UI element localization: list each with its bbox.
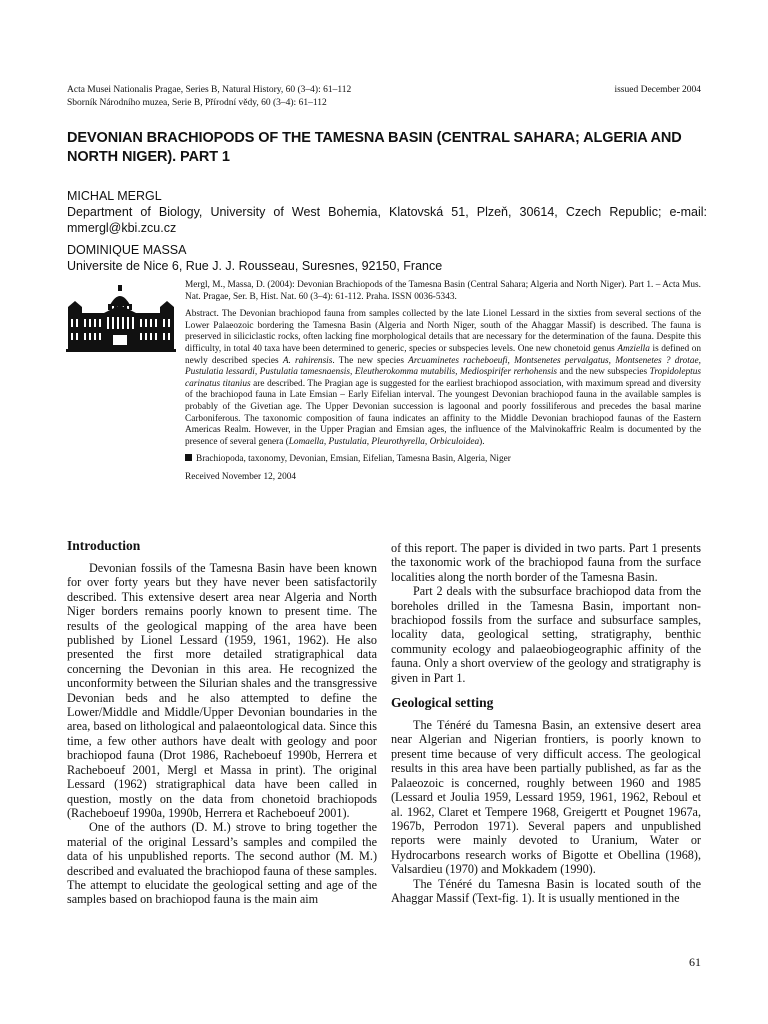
keyword-bullet-icon	[185, 454, 192, 461]
abstract-text: are described. The Pragian age is suggested for the earliest brachiopod association, with maximum spread and diversity of the brachiopod fauna in Late Emsian – Early Eifelian interval. The youngest Devonian brachiopod fauna in the available samples is probably of the Givetian age. The Upper Devonian succession is lagoonal and poorly fossiliferous and precedes the basal marine Carboniferous. The taxonomic composition of fauna indicates an affinity to the Middle Devonian brachiopod faunas of the Eastern Americas Realm. However, in the Upper Pragian and Emsian ages, the influence of the Malvinokaffric Realm is documented by the presence of several genera (	[185, 378, 701, 447]
paragraph: of this report. The paper is divided in two parts. Part 1 presents the taxonomic work of the brachiopod fauna from the surface localities along the north border of the Tamesna Basin.	[391, 541, 701, 584]
received-date: Received November 12, 2004	[185, 471, 297, 482]
abstract-species-list: Arcuaminetes racheboeufi, Montsenetes pervalgatus, Montsenetes ? drotae, Pustulatia lessardi, Pustulatia tamesnaensis, Eleutherokomma mutabilis, Mediospirifer rerhohensis	[185, 355, 701, 378]
left-column	[67, 538, 377, 907]
right-column	[391, 541, 701, 905]
paragraph: The Ténéré du Tamesna Basin, an extensive desert area near Algerian and Nigerian frontiers, is poorly known to present time because of very difficult access. The geological results in this area have been partially published, as far as the Palaeozoic is concerned, roughly between 1960 and 1985 (Lessard et Joulia 1959, Lessard 1959, 1961, 1962, Reboul et al. 1962, Claret et Tempere 1968, Greigertt et Pougnet 1967a, 1967b, Perrodon 1971). Several papers and unpublished reports were mainly devoted to Uranium, Water or Hydrocarbons research works of Bigotte et Obellina (1968), Valsardieu (1970) and Mokkadem (1990).	[391, 718, 701, 877]
author-name: MICHAL MERGL	[67, 189, 162, 203]
paragraph: Devonian fossils of the Tamesna Basin have been known for over forty years but they have never been satisfactorily described. This extensive desert area near Algeria and North Niger borders remains poorly known to present time. The results of the geological mapping of the area have been published by Lionel Lessard (1959, 1961, 1962). He also presented the first more detailed stratigraphical data concerning the Devonian in this area. He recognized the unconformity between the Silurian shales and the transgressive Devonian beds and he also attempted to define the Lower/Middle and Middle/Upper Devonian boundaries in the area, based on lithological and palaeontological data. Since this time, a few other authors have dealt with geology and poor brachiopod fauna (Drot 1986, Racheboeuf 1990b, Herrera et Racheboeuf 2001, Mergl et Massa in print). The original Lessard (1962) stratigraphical data have been called in question, mostly on the data from chonetoid brachiopods (Racheboeuf 1990a, 1990b, Herrera et Racheboeuf 2001).	[67, 561, 377, 820]
abstract-text: is defined on newly described species	[185, 343, 701, 366]
paragraph: The Ténéré du Tamesna Basin is located south of the Ahaggar Massif (Text-fig. 1). It is usually mentioned in the	[391, 876, 701, 905]
abstract-subspecies: Tropidoleptus carinatus titanius	[185, 367, 701, 389]
journal-line-1: Acta Musei Nationalis Pragae, Series B, Natural History, 60 (3–4): 61–112	[67, 85, 352, 95]
citation: Mergl, M., Massa, D. (2004): Devonian Brachiopods of the Tamesna Basin (Central Sahara; Algeria and North Niger). Part 1. – Acta Mus. Nat. Pragae, Ser. B, Hist. Nat. 60 (3–4): 61-112. Praha. ISSN 0036-5343.	[185, 280, 701, 302]
paragraph: One of the authors (D. M.) strove to bring together the material of the original Lessard’s samples and compiled the data of his unpublished reports. The second author (M. M.) described and evaluated the brachiopod fauna of these samples. The attempt to elucidate the geological setting and age of the samples based on brachiopod fauna is the main aim	[67, 820, 377, 907]
abstract-species: A. rahirensis	[282, 355, 333, 366]
keywords-text: Brachiopoda, taxonomy, Devonian, Emsian, Eifelian, Tamesna Basin, Algeria, Niger	[196, 454, 511, 465]
abstract-genera: Lomaella, Pustulatia, Pleurothyrella, Orbiculoidea	[288, 436, 480, 447]
keywords	[185, 454, 701, 466]
section-heading-introduction: Introduction	[67, 538, 141, 553]
author-affiliation: Universite de Nice 6, Rue J. J. Rousseau, Suresnes, 92150, France	[67, 259, 443, 273]
museum-building-logo	[66, 283, 178, 355]
author-block	[67, 188, 707, 274]
author-affiliation: Department of Biology, University of West Bohemia, Klatovská 51, Plzeň, 30614, Czech Republic; e-mail: mmergl@kbi.zcu.cz	[67, 205, 707, 235]
abstract-genus: Amziella	[617, 343, 650, 354]
abstract-text: and the new subspecies	[557, 367, 650, 378]
paper-title: DEVONIAN BRACHIOPODS OF THE TAMESNA BASIN (CENTRAL SAHARA; ALGERIA AND NORTH NIGER). PART 1	[67, 130, 682, 165]
abstract-text: ).	[479, 436, 485, 447]
author-name: DOMINIQUE MASSA	[67, 243, 187, 257]
page-number: 61	[689, 955, 701, 969]
paragraph: Part 2 deals with the subsurface brachiopod data from the boreholes drilled in the Tamesna Basin, important non-brachiopod fossils from the surface and subsurface samples, locality data, geological setting, stratigraphy, benthic community ecology and palaeobiogeographic affinity of the fauna. Only a short overview of the geology and stratigraphy is given in Part 1.	[391, 584, 701, 685]
abstract-block	[185, 280, 701, 484]
journal-line-2: Sborník Národního muzea, Serie B, Přírodní vědy, 60 (3–4): 61–112	[67, 98, 327, 108]
abstract-text: . The new species	[332, 355, 409, 366]
abstract-text: Abstract. The Devonian brachiopod fauna from samples collected by the late Lionel Lessard in the sixties from several sections of the Lower Palaeozoic bordering the Tamesna Basin (Algeria and North Niger, south of the Ahaggar Massif) is described. The fauna is preserved in siliciclastic rocks, often lacking fine morphological details that are necessary for the determination of the fauna. Despite this difficulty, in total 40 taxa have been determined to generic, species or subspecies levels. One new chonetoid genus	[185, 309, 701, 354]
issue-date: issued December 2004	[614, 85, 701, 95]
section-heading-geological-setting: Geological setting	[391, 695, 494, 711]
abstract	[185, 309, 701, 448]
